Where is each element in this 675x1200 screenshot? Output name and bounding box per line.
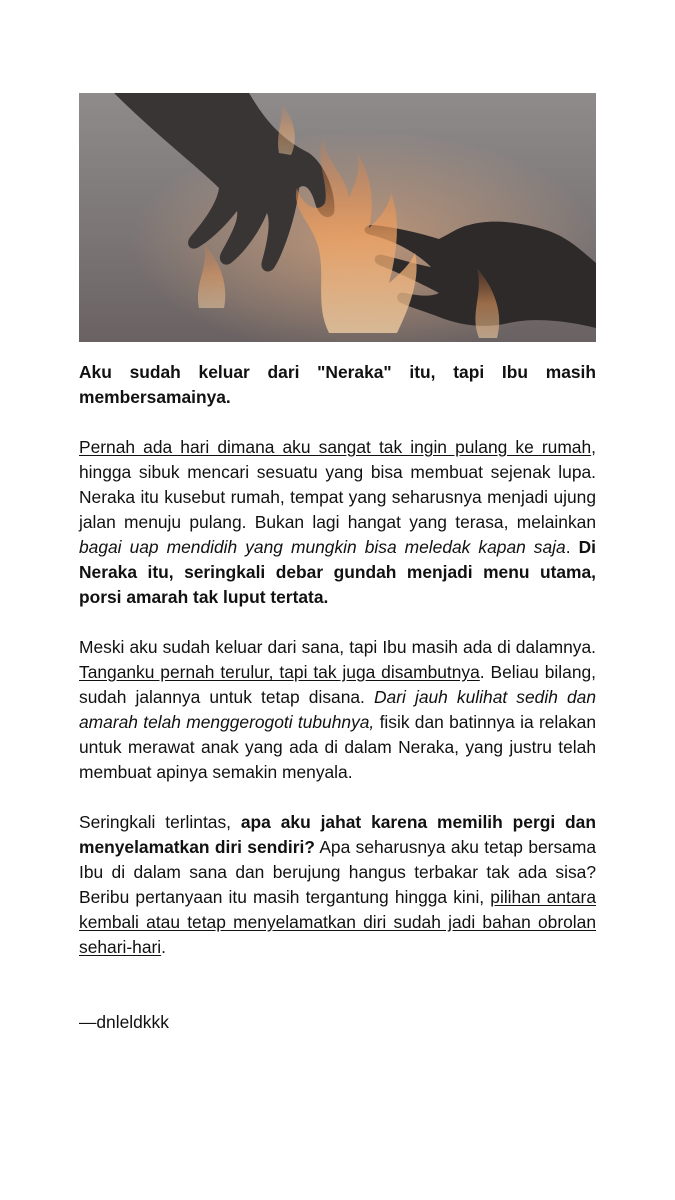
underlined-phrase: Pernah ada hari dimana aku sangat tak ingin pulang ke rumah xyxy=(79,437,592,457)
italic-phrase: Dari jauh kulihat sedih dan amarah telah menggerogoti tubuhnya, xyxy=(79,687,596,732)
italic-phrase: bagai uap mendidih yang mungkin bisa meledak kapan saja xyxy=(79,537,566,557)
text-run: Seringkali terlintas, xyxy=(79,812,241,832)
text-run: fisik dan batinnya ia relakan untuk merawat anak yang ada di dalam Neraka, yang justru telah membuat apinya semakin menyala. xyxy=(79,712,596,782)
paragraph-1 xyxy=(79,435,596,610)
text-run: , hingga sibuk mencari sesuatu yang bisa membuat sejenak lupa. Neraka itu kusebut rumah, tempat yang seharusnya menjadi ujung jalan menuju pulang. Bukan lagi hangat yang terasa, melainkan xyxy=(79,437,596,532)
paragraph-2 xyxy=(79,635,596,785)
headline: Aku sudah keluar dari "Neraka" itu, tapi Ibu masih membersamainya. xyxy=(79,362,596,407)
underlined-phrase: Tanganku pernah terulur, tapi tak juga disambutnya xyxy=(79,662,480,682)
article-text xyxy=(79,360,596,1035)
text-run: Apa seharusnya aku tetap bersama Ibu di dalam sana dan berujung hangus terbakar tak ada sisa? Beribu pertanyaan itu masih tergantung hingga kini, xyxy=(79,837,596,907)
underlined-phrase: pilihan antara kembali atau tetap menyelamatkan diri sudah jadi bahan obrolan sehari-hari xyxy=(79,887,597,957)
bold-phrase: Di Neraka itu, seringkali debar gundah menjadi menu utama, porsi amarah tak luput tertata. xyxy=(79,537,596,607)
hands-reaching-through-fire-photo xyxy=(79,93,596,342)
text-run: . xyxy=(161,937,166,957)
text-run: . xyxy=(565,537,579,557)
signature: —dnleldkkk xyxy=(79,1012,169,1032)
bold-phrase: apa aku jahat karena memilih pergi dan menyelamatkan diri sendiri? xyxy=(79,812,596,857)
paragraph-3 xyxy=(79,810,596,960)
document-page xyxy=(79,93,596,1035)
text-run: Meski aku sudah keluar dari sana, tapi Ibu masih ada di dalamnya. xyxy=(79,637,596,657)
text-run: . Beliau bilang, sudah jalannya untuk tetap disana. xyxy=(79,662,596,707)
